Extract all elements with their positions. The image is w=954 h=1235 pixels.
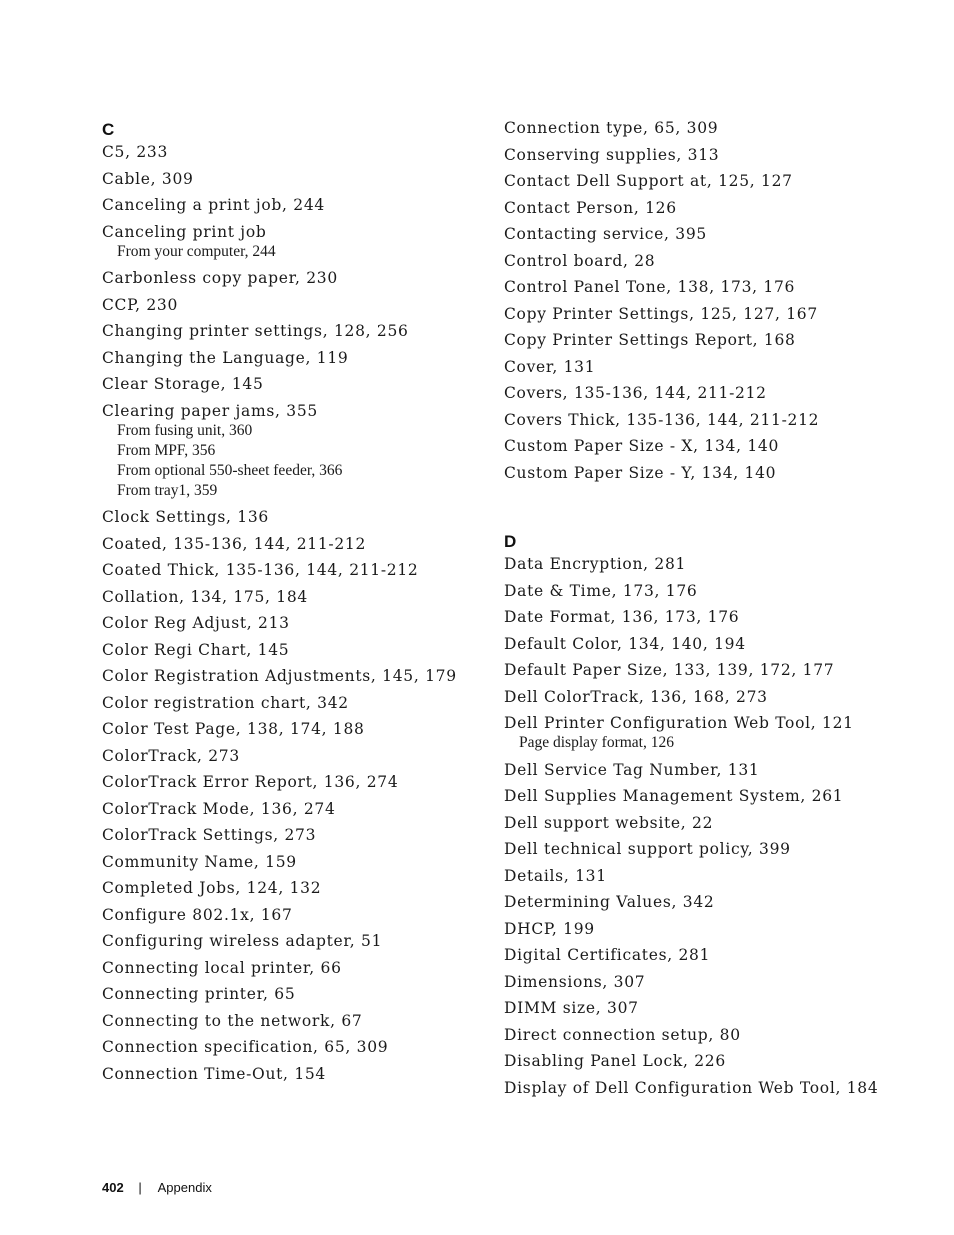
- index-entry: [504, 866, 864, 886]
- index-entry-text: Determining Values, 342: [504, 893, 715, 911]
- index-entry: [504, 1051, 864, 1071]
- index-entry: [102, 666, 472, 686]
- index-entry-text: Connecting to the network, 67: [102, 1011, 363, 1030]
- index-entry-text: Collation, 134, 175, 184: [102, 587, 308, 606]
- index-entry-text: Color Reg Adjust, 213: [102, 614, 290, 632]
- footer-separator: |: [138, 1180, 142, 1195]
- index-entry-text: Direct connection setup, 80: [504, 1025, 741, 1044]
- index-entry: [102, 195, 472, 215]
- index-entry: [102, 348, 472, 368]
- index-entry: [504, 410, 864, 430]
- index-entry-text: Conserving supplies, 313: [504, 145, 720, 164]
- index-subentry: From optional 550-sheet feeder, 366: [117, 461, 343, 479]
- index-entry: [504, 330, 864, 350]
- index-subentry: From fusing unit, 360: [117, 421, 253, 439]
- index-entry: [504, 1078, 879, 1098]
- index-entry-text: Details, 131: [504, 866, 607, 885]
- index-subentry: From MPF, 356: [117, 441, 216, 459]
- index-entry: [504, 463, 864, 483]
- index-entry: [504, 998, 864, 1018]
- index-entry-text: Default Color, 134, 140, 194: [504, 634, 746, 653]
- index-entry: [504, 198, 864, 218]
- index-entry-text: ColorTrack Error Report, 136, 274: [102, 773, 399, 791]
- index-entry-text: Copy Printer Settings, 125, 127, 167: [504, 304, 818, 323]
- index-entry: [504, 660, 864, 680]
- index-entry-text: DHCP, 199: [504, 919, 595, 938]
- index-entry: [102, 1064, 472, 1084]
- index-entry: [504, 839, 864, 859]
- index-entry-text: Control board, 28: [504, 251, 656, 270]
- index-entry-text: Dell support website, 22: [504, 813, 714, 832]
- index-entry-text: Color Test Page, 138, 174, 188: [102, 720, 365, 738]
- index-entry: [102, 534, 472, 554]
- index-entry: [504, 581, 864, 601]
- index-entry-text: Data Encryption, 281: [504, 555, 687, 573]
- index-entry: [102, 746, 472, 766]
- index-entry: [102, 142, 472, 162]
- index-subentry: Page display format, 126: [519, 734, 674, 751]
- index-entry-text: ColorTrack Mode, 136, 274: [102, 799, 336, 818]
- index-entry: [102, 772, 472, 792]
- index-entry: [102, 169, 472, 189]
- index-entry: [102, 401, 472, 501]
- index-entry: [504, 118, 864, 138]
- index-column-left: [102, 118, 472, 1090]
- index-entry-text: Display of Dell Configuration Web Tool, 184: [504, 1078, 879, 1097]
- index-entry: [504, 813, 864, 833]
- index-entry-text: Connection specification, 65, 309: [102, 1038, 389, 1056]
- index-entry: [102, 878, 472, 898]
- index-entry-text: Canceling print job: [102, 222, 267, 241]
- index-entry: [504, 919, 864, 939]
- index-entry-text: Coated, 135-136, 144, 211-212: [102, 534, 367, 553]
- index-entry-text: Copy Printer Settings Report, 168: [504, 331, 796, 349]
- section-letter: C: [102, 120, 115, 139]
- index-entry: [102, 825, 472, 845]
- index-entry-text: Configuring wireless adapter, 51: [102, 932, 383, 950]
- page-footer: [102, 1180, 212, 1195]
- index-entry: [102, 1011, 472, 1031]
- index-subentry: From tray1, 359: [117, 481, 218, 499]
- index-entry: [504, 554, 864, 574]
- index-entry: [102, 321, 472, 341]
- index-subentry: From your computer, 244: [117, 242, 276, 260]
- index-entry-text: Dell Printer Configuration Web Tool, 121: [504, 714, 854, 732]
- section-gap: [504, 489, 864, 530]
- index-entry-text: Completed Jobs, 124, 132: [102, 879, 322, 897]
- index-entry-text: Changing printer settings, 128, 256: [102, 322, 409, 340]
- index-entry: [102, 374, 472, 394]
- index-entry-text: Color registration chart, 342: [102, 693, 349, 712]
- index-entry-text: Custom Paper Size - X, 134, 140: [504, 437, 780, 455]
- index-entry-text: Date & Time, 173, 176: [504, 581, 698, 600]
- index-entry: [504, 945, 864, 965]
- index-entry-text: Control Panel Tone, 138, 173, 176: [504, 278, 796, 296]
- section-letter: D: [504, 532, 517, 551]
- index-column-right: [504, 118, 879, 1104]
- index-entry: [102, 719, 472, 739]
- index-entry: [102, 852, 472, 872]
- index-entry-text: Carbonless copy paper, 230: [102, 269, 338, 287]
- page-number: 402: [102, 1180, 124, 1195]
- index-entry: [102, 931, 472, 951]
- index-entry: [504, 145, 864, 165]
- index-entry: [504, 383, 864, 403]
- index-entry-text: Dell ColorTrack, 136, 168, 273: [504, 687, 768, 706]
- index-entry-text: ColorTrack Settings, 273: [102, 826, 317, 844]
- index-entry-text: Date Format, 136, 173, 176: [504, 608, 740, 626]
- index-entry: [102, 587, 472, 607]
- index-entry-text: Clear Storage, 145: [102, 375, 264, 393]
- index-entry-text: Connecting printer, 65: [102, 985, 296, 1003]
- index-entry: [504, 607, 864, 627]
- index-entry: [102, 905, 472, 925]
- index-entry: [102, 507, 472, 527]
- index-entry-text: Clearing paper jams, 355: [102, 401, 318, 420]
- index-entry: [504, 251, 864, 271]
- index-entry: [504, 760, 864, 780]
- index-entry: [504, 436, 864, 456]
- index-entry: [504, 224, 864, 244]
- index-entry-text: Configure 802.1x, 167: [102, 905, 293, 924]
- index-entry: [102, 1037, 472, 1057]
- index-entry-text: Disabling Panel Lock, 226: [504, 1052, 726, 1070]
- index-entry-text: Connecting local printer, 66: [102, 958, 342, 977]
- index-entry: [102, 613, 472, 633]
- index-entry-text: Contacting service, 395: [504, 225, 707, 243]
- index-entry-text: Connection Time-Out, 154: [102, 1064, 326, 1083]
- index-entry-text: Cable, 309: [102, 169, 194, 188]
- index-entry-text: DIMM size, 307: [504, 999, 639, 1017]
- index-entry-text: Default Paper Size, 133, 139, 172, 177: [504, 661, 835, 679]
- index-entry-text: Community Name, 159: [102, 852, 297, 871]
- index-entry-text: Dimensions, 307: [504, 972, 646, 991]
- index-entry-text: Dell Service Tag Number, 131: [504, 760, 760, 779]
- index-entry-text: Dell Supplies Management System, 261: [504, 787, 844, 805]
- index-entry-text: Color Registration Adjustments, 145, 179: [102, 667, 457, 685]
- index-entry-text: Custom Paper Size - Y, 134, 140: [504, 463, 777, 482]
- index-entry: [504, 171, 864, 191]
- index-entry-text: Canceling a print job, 244: [102, 196, 325, 214]
- index-entry-text: Clock Settings, 136: [102, 508, 269, 526]
- index-entry: [504, 304, 864, 324]
- index-entry: [504, 687, 864, 707]
- index-entry: [102, 984, 472, 1004]
- index-entry: [102, 268, 472, 288]
- index-entry-text: Covers, 135-136, 144, 211-212: [504, 384, 767, 402]
- index-entry: [102, 799, 472, 819]
- index-entry: [102, 295, 472, 315]
- index-entry: [504, 1025, 864, 1045]
- index-entry-text: Cover, 131: [504, 357, 596, 376]
- index-entry: [504, 972, 864, 992]
- index-entry-text: CCP, 230: [102, 295, 179, 314]
- index-entry: [504, 786, 864, 806]
- index-entry-text: Changing the Language, 119: [102, 348, 349, 367]
- index-entry: [504, 634, 864, 654]
- index-entry: [504, 713, 864, 753]
- index-entry-text: Contact Person, 126: [504, 198, 677, 217]
- index-entry: [102, 958, 472, 978]
- index-entry: [504, 892, 864, 912]
- index-entry-text: Color Regi Chart, 145: [102, 640, 290, 659]
- index-entry-text: Contact Dell Support at, 125, 127: [504, 172, 793, 190]
- index-entry-text: Coated Thick, 135-136, 144, 211-212: [102, 561, 419, 579]
- index-entry: [102, 640, 472, 660]
- index-entry: [102, 222, 472, 262]
- index-entry-text: Connection type, 65, 309: [504, 119, 719, 137]
- index-entry-text: Covers Thick, 135-136, 144, 211-212: [504, 410, 820, 429]
- index-entry: [504, 277, 864, 297]
- index-entry: [504, 357, 864, 377]
- index-entry-text: ColorTrack, 273: [102, 746, 240, 765]
- index-entry-text: Dell technical support policy, 399: [504, 840, 791, 858]
- index-entry-text: Digital Certificates, 281: [504, 946, 711, 964]
- index-entry-text: C5, 233: [102, 143, 169, 161]
- index-entry: [102, 560, 472, 580]
- index-entry: [102, 693, 472, 713]
- footer-section-name: Appendix: [157, 1180, 212, 1195]
